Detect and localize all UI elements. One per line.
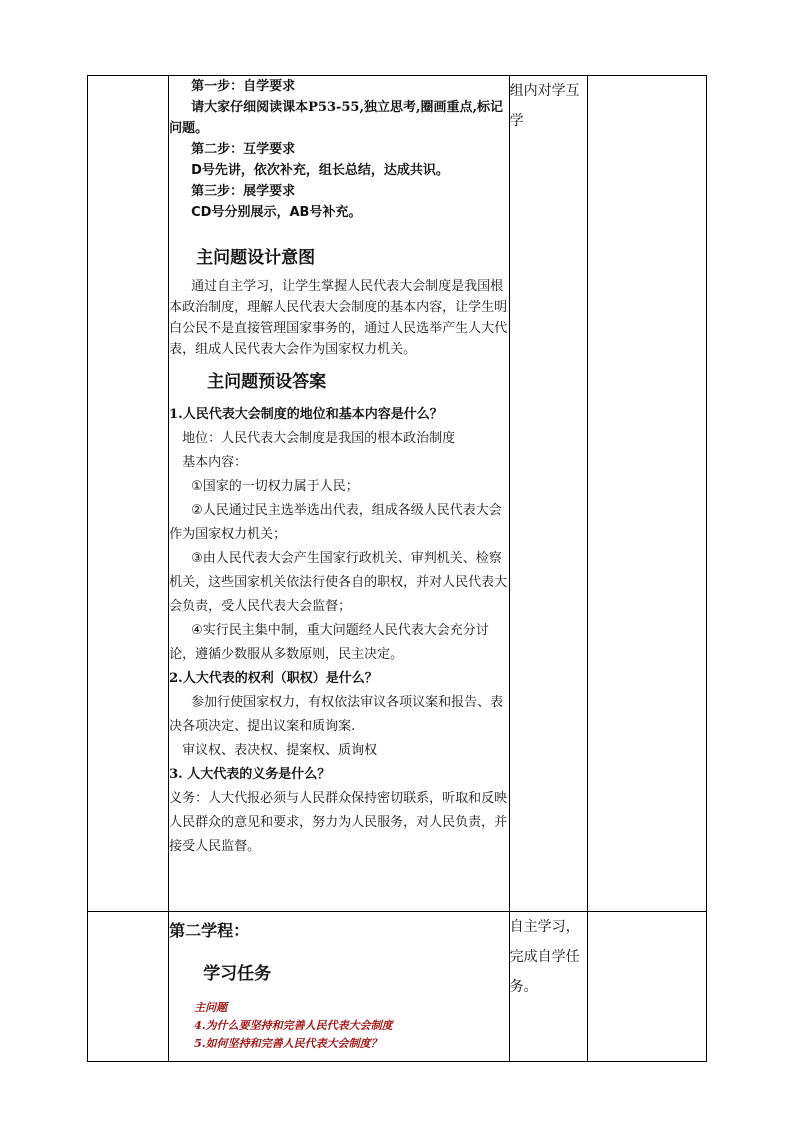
answer-title: 主问题预设答案 <box>207 372 327 392</box>
q2-text: 参加行使国家权力，有权依法审议各项议案和报告、表决各项决定、提出议案和质询案. <box>169 695 504 734</box>
blank-cell <box>88 912 169 1062</box>
step2-title: 第二步：互学要求 <box>191 142 296 157</box>
content-cell <box>169 76 510 912</box>
intent-text: 通过自主学习，让学生掌握人民代表大会制度是我国根本政治制度，理解人民代表大会制度的基本内容，让学生明白公民不是直接管理国家事务的，通过人民选举产生人大代表，组成人民代表大会作为国家权力机关。 <box>169 279 508 357</box>
question-2: 2.人大代表的权利（职权）是什么？ <box>169 671 378 686</box>
lesson-plan-table <box>87 75 707 1062</box>
red-line: 主问题 <box>194 1001 228 1014</box>
stage-title: 第二学程： <box>169 921 250 940</box>
step3-title: 第三步：展学要求 <box>191 184 296 199</box>
blank-cell <box>88 76 169 912</box>
step2-text: D号先讲，依次补充，组长总结，达成共识。 <box>191 163 449 178</box>
task-title: 学习任务 <box>203 964 272 984</box>
q1-status: 地位：人民代表大会制度是我国的根本政治制度 <box>182 431 456 446</box>
q1-item: ③由人民代表大会产生国家行政机关、审判机关、检察机关，这些国家机关依法行使各自的职权，并对人民代表大会负责，受人民代表大会监督； <box>169 551 508 614</box>
table-row <box>88 912 707 1062</box>
q1-item: ④实行民主集中制，重大问题经人民代表大会充分讨论，遵循少数服从多数原则，民主决定。 <box>169 623 489 662</box>
q1-content-label: 基本内容： <box>182 455 248 470</box>
step3-text: CD号分别展示，AB号补充。 <box>191 205 362 220</box>
blank-cell <box>587 76 706 912</box>
intent-title: 主问题设计意图 <box>196 248 316 268</box>
method-cell: 自主学习，完成自学任务。 <box>509 912 587 1062</box>
question-3: 3. 人大代表的义务是什么？ <box>169 767 331 782</box>
step1-text: 请大家仔细阅读课本P53-55,独立思考,圈画重点,标记问题。 <box>169 100 504 136</box>
q2-rights: 审议权、表决权、提案权、质询权 <box>182 743 378 758</box>
red-line: 5.如何坚持和完善人民代表大会制度？ <box>194 1037 382 1050</box>
question-1: 1.人民代表大会制度的地位和基本内容是什么？ <box>169 407 443 422</box>
red-line: 4.为什么要坚持和完善人民代表大会制度 <box>194 1019 393 1032</box>
content-cell <box>169 912 510 1062</box>
method-cell: 组内对学互学 <box>509 76 587 912</box>
step1-title: 第一步：自学要求 <box>191 79 296 94</box>
q1-item: ①国家的一切权力属于人民； <box>191 479 359 494</box>
q1-item: ②人民通过民主选举选出代表，组成各级人民代表大会作为国家权力机关； <box>169 503 502 542</box>
blank-cell <box>587 912 706 1062</box>
table-row <box>88 76 707 912</box>
q3-text: 义务：人大代报必须与人民群众保持密切联系，听取和反映人民群众的意见和要求，努力为人民服务，对人民负责，并接受人民监督。 <box>169 791 508 854</box>
